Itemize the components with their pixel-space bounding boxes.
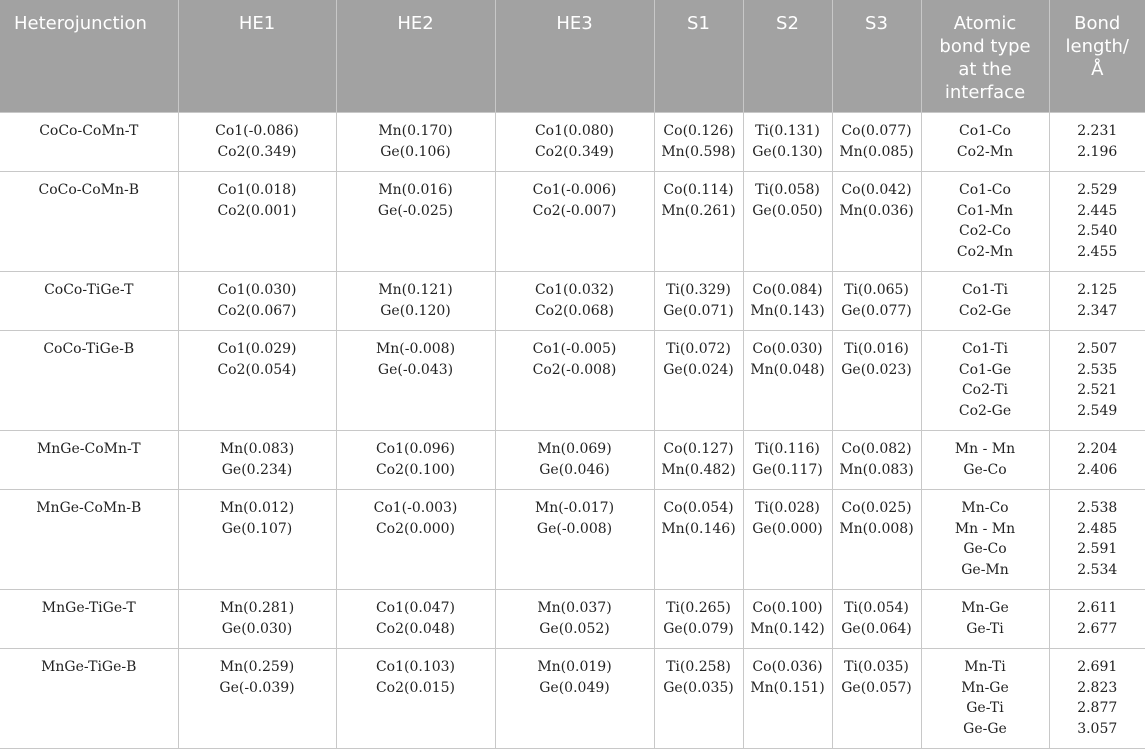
cell-value: Mn-Ti [964, 659, 1006, 675]
cell-value: Ge(0.117) [752, 461, 823, 478]
cell-value: Ge(0.035) [663, 679, 734, 696]
col-header-bond-length [1049, 0, 1145, 113]
header-text-line: HE3 [556, 13, 593, 34]
cell-value: Ge(-0.043) [377, 361, 454, 378]
cell-value: 3.057 [1077, 720, 1118, 737]
cell-value: Ge-Co [963, 541, 1007, 557]
cell-value: Co2-Mn [956, 143, 1014, 160]
cell-value: Co2(0.001) [217, 202, 297, 219]
header-text-line: S2 [776, 13, 799, 34]
cell-value: Mn(0.170) [378, 123, 453, 139]
cell-value: Co1(0.047) [375, 600, 456, 616]
heterojunction-cell [0, 590, 178, 649]
s2-cell [743, 431, 832, 490]
cell-value: 2.445 [1077, 202, 1118, 219]
header-text-line: S1 [687, 13, 710, 34]
cell-value: Ge(-0.039) [219, 679, 295, 696]
s3-cell [832, 272, 921, 331]
cell-value: Mn(0.482) [661, 461, 736, 478]
cell-value: 2.521 [1077, 382, 1118, 398]
he2-cell [336, 490, 495, 590]
he1-cell [178, 172, 336, 272]
cell-value: 2.231 [1077, 123, 1118, 139]
cell-value: Ge(0.071) [663, 302, 734, 319]
s2-cell [743, 113, 832, 172]
cell-value: Mn(0.037) [537, 600, 612, 616]
cell-value: Co(0.025) [841, 500, 912, 516]
cell-value: Co1(0.103) [375, 659, 456, 675]
cell-value: Ge(0.050) [752, 202, 823, 219]
cell-value: Mn-Ge [961, 679, 1009, 696]
s3-cell [832, 172, 921, 272]
s2-cell [743, 490, 832, 590]
cell-value: Ge(-0.025) [377, 202, 454, 219]
cell-value: 2.823 [1077, 679, 1118, 696]
cell-value: 2.507 [1077, 341, 1118, 357]
cell-value: Mn(0.142) [750, 620, 825, 637]
he2-cell [336, 272, 495, 331]
cell-value: Ti(0.131) [755, 123, 820, 139]
cell-value: Co2-Ge [958, 302, 1012, 319]
cell-value: Mn(0.012) [219, 500, 295, 516]
s1-cell [654, 272, 743, 331]
cell-value: Mn(0.083) [839, 461, 914, 478]
cell-value: Ge(0.023) [841, 361, 912, 378]
bond-length-cell [1049, 649, 1145, 749]
cell-value: 2.125 [1077, 282, 1118, 298]
cell-value: Co(0.100) [752, 600, 823, 616]
cell-value: Co1(0.080) [534, 123, 615, 139]
cell-value: Co(0.077) [841, 123, 912, 139]
cell-value: Ti(0.116) [755, 441, 820, 457]
col-header-he2 [336, 0, 495, 113]
cell-value: Co1(0.029) [217, 341, 297, 357]
cell-value: Ti(0.054) [844, 600, 909, 616]
bond-length-cell [1049, 172, 1145, 272]
cell-value: 2.204 [1077, 441, 1118, 457]
cell-value: Ge(0.130) [752, 143, 823, 160]
table-row [0, 490, 1145, 590]
header-text-line: S3 [865, 13, 888, 34]
heterojunction-name: CoCo-TiGe-T [44, 282, 134, 298]
col-header-he1 [178, 0, 336, 113]
s1-cell [654, 172, 743, 272]
cell-value: Co(0.054) [663, 500, 734, 516]
he2-cell [336, 431, 495, 490]
he3-cell [495, 172, 654, 272]
heterojunction-name: MnGe-TiGe-B [41, 659, 137, 675]
col-header-s3 [832, 0, 921, 113]
cell-value: Co2(0.068) [534, 302, 615, 319]
cell-value: Ge(0.046) [539, 461, 610, 478]
cell-value: Ti(0.065) [844, 282, 909, 298]
cell-value: Co2(0.100) [375, 461, 456, 478]
he2-cell [336, 649, 495, 749]
he2-cell [336, 113, 495, 172]
table-row [0, 172, 1145, 272]
cell-value: Co1(-0.006) [532, 182, 617, 198]
cell-value: Ti(0.265) [666, 600, 731, 616]
cell-value: Ti(0.329) [666, 282, 731, 298]
cell-value: Ti(0.028) [755, 500, 820, 516]
cell-value: Mn - Mn [954, 520, 1016, 537]
s3-cell [832, 590, 921, 649]
cell-value: 2.455 [1077, 243, 1118, 260]
col-header-s2 [743, 0, 832, 113]
cell-value: Ge(0.049) [539, 679, 610, 696]
cell-value: Co1(0.032) [534, 282, 615, 298]
cell-value: Mn(0.048) [750, 361, 825, 378]
cell-value: 2.529 [1077, 182, 1118, 198]
s3-cell [832, 331, 921, 431]
cell-value: Mn(0.121) [378, 282, 453, 298]
col-header-heterojunction [0, 0, 178, 113]
col-header-s1 [654, 0, 743, 113]
cell-value: 2.591 [1077, 541, 1118, 557]
bond-type-cell [921, 272, 1049, 331]
cell-value: Mn(0.008) [839, 520, 914, 537]
cell-value: Co(0.114) [663, 182, 734, 198]
heterojunction-cell [0, 490, 178, 590]
cell-value: Co1-Co [959, 123, 1011, 139]
heterojunction-cell [0, 113, 178, 172]
header-row [0, 0, 1145, 113]
header-text-line: at the [958, 59, 1012, 80]
cell-value: 2.691 [1077, 659, 1118, 675]
heterojunction-cell [0, 649, 178, 749]
cell-value: Ge-Ge [963, 720, 1007, 737]
cell-value: Co(0.030) [752, 341, 823, 357]
cell-value: Ge(-0.008) [536, 520, 613, 537]
cell-value: Mn-Ge [961, 600, 1009, 616]
heterojunction-name: CoCo-CoMn-T [39, 123, 139, 139]
header-text-line: bond type [939, 36, 1031, 57]
cell-value: 2.347 [1077, 302, 1118, 319]
cell-value: Co2(0.000) [375, 520, 456, 537]
cell-value: Mn(0.143) [750, 302, 825, 319]
table-row [0, 331, 1145, 431]
s2-cell [743, 649, 832, 749]
cell-value: Ge-Mn [961, 561, 1009, 578]
heterojunction-name: CoCo-TiGe-B [43, 341, 135, 357]
cell-value: Co2(0.349) [217, 143, 297, 160]
bond-length-cell [1049, 272, 1145, 331]
he2-cell [336, 172, 495, 272]
bond-length-cell [1049, 490, 1145, 590]
table-row [0, 431, 1145, 490]
cell-value: Co(0.127) [663, 441, 734, 457]
cell-value: Mn(0.261) [661, 202, 736, 219]
bond-length-cell [1049, 590, 1145, 649]
cell-value: Ge(0.000) [752, 520, 823, 537]
cell-value: 2.534 [1077, 561, 1118, 578]
cell-value: Co(0.082) [841, 441, 912, 457]
s1-cell [654, 590, 743, 649]
cell-value: Co2(0.349) [534, 143, 615, 160]
cell-value: Ti(0.072) [666, 341, 731, 357]
col-header-bond-type [921, 0, 1049, 113]
cell-value: Mn(0.085) [839, 143, 914, 160]
cell-value: Ge(0.079) [663, 620, 734, 637]
cell-value: 2.485 [1077, 520, 1118, 537]
s2-cell [743, 331, 832, 431]
cell-value: Co2(-0.008) [532, 361, 617, 378]
bond-type-cell [921, 331, 1049, 431]
cell-value: Ge(0.030) [221, 620, 293, 637]
cell-value: Ge(0.234) [221, 461, 293, 478]
cell-value: Co2-Mn [956, 243, 1014, 260]
cell-value: Co1(0.096) [375, 441, 456, 457]
cell-value: Ge-Ti [966, 700, 1004, 716]
cell-value: Ti(0.035) [844, 659, 909, 675]
s3-cell [832, 113, 921, 172]
cell-value: Mn(-0.017) [534, 500, 615, 516]
cell-value: Co1-Co [959, 182, 1011, 198]
cell-value: Mn-Co [961, 500, 1009, 516]
he3-cell [495, 590, 654, 649]
s2-cell [743, 172, 832, 272]
header-text-line: HE2 [397, 13, 434, 34]
he2-cell [336, 590, 495, 649]
cell-value: Ti(0.058) [755, 182, 820, 198]
cell-value: Co1-Ti [961, 282, 1009, 298]
cell-value: Co2-Ge [958, 402, 1012, 419]
cell-value: Ge(0.107) [221, 520, 293, 537]
cell-value: Co1(-0.003) [373, 500, 458, 516]
he3-cell [495, 272, 654, 331]
cell-value: Co(0.042) [841, 182, 912, 198]
cell-value: Co2-Co [959, 223, 1011, 239]
cell-value: Mn(0.083) [219, 441, 295, 457]
header-text-line: interface [944, 82, 1026, 103]
s2-cell [743, 590, 832, 649]
cell-value: Co1-Mn [956, 202, 1014, 219]
cell-value: 2.611 [1077, 600, 1118, 616]
cell-value: Ge(0.057) [841, 679, 912, 696]
s3-cell [832, 649, 921, 749]
he1-cell [178, 490, 336, 590]
cell-value: Co1(-0.005) [532, 341, 617, 357]
header-text-line: Atomic [953, 13, 1017, 34]
cell-value: Ge(0.024) [663, 361, 734, 378]
bond-type-cell [921, 490, 1049, 590]
heterojunction-name: MnGe-CoMn-B [36, 500, 142, 516]
bond-type-cell [921, 172, 1049, 272]
col-header-he3 [495, 0, 654, 113]
cell-value: Mn(0.598) [661, 143, 736, 160]
s1-cell [654, 331, 743, 431]
cell-value: Co1(-0.086) [215, 123, 299, 139]
cell-value: Co2(0.048) [375, 620, 456, 637]
cell-value: Ge(0.077) [841, 302, 912, 319]
table-body [0, 113, 1145, 749]
header-text-line: Å [1091, 59, 1104, 80]
he1-cell [178, 590, 336, 649]
cell-value: Co2(0.015) [375, 679, 456, 696]
cell-value: Co1(0.018) [217, 182, 297, 198]
cell-value: Mn(0.281) [219, 600, 295, 616]
cell-value: 2.549 [1077, 402, 1118, 419]
cell-value: Co(0.126) [663, 123, 734, 139]
he1-cell [178, 649, 336, 749]
s1-cell [654, 113, 743, 172]
header-text-line: Bond [1074, 13, 1121, 34]
bond-type-cell [921, 113, 1049, 172]
cell-value: Ge(0.052) [539, 620, 610, 637]
cell-value: Co1-Ti [961, 341, 1009, 357]
heterojunction-name: CoCo-CoMn-B [38, 182, 140, 198]
he3-cell [495, 490, 654, 590]
header-text-line: HE1 [238, 13, 276, 34]
cell-value: Ge(0.120) [380, 302, 451, 319]
cell-value: 2.538 [1077, 500, 1118, 516]
cell-value: Co1-Ge [958, 361, 1012, 378]
bond-type-cell [921, 590, 1049, 649]
bond-length-cell [1049, 331, 1145, 431]
cell-value: Mn(0.069) [537, 441, 612, 457]
heterojunction-cell [0, 272, 178, 331]
table-row [0, 649, 1145, 749]
cell-value: Mn(0.019) [537, 659, 612, 675]
cell-value: Co2(-0.007) [532, 202, 617, 219]
table-row [0, 590, 1145, 649]
he2-cell [336, 331, 495, 431]
cell-value: 2.196 [1077, 143, 1118, 160]
heterojunction-name: MnGe-TiGe-T [41, 600, 136, 616]
cell-value: Ti(0.016) [844, 341, 909, 357]
cell-value: Co(0.036) [752, 659, 823, 675]
table-row [0, 272, 1145, 331]
cell-value: 2.877 [1077, 700, 1118, 716]
table-row [0, 113, 1145, 172]
cell-value: Co1(0.030) [217, 282, 297, 298]
heterojunction-cell [0, 331, 178, 431]
he1-cell [178, 272, 336, 331]
he1-cell [178, 331, 336, 431]
he3-cell [495, 649, 654, 749]
bond-type-cell [921, 649, 1049, 749]
he3-cell [495, 113, 654, 172]
cell-value: Mn(0.151) [750, 679, 825, 696]
cell-value: Ti(0.258) [666, 659, 731, 675]
cell-value: Co2(0.067) [217, 302, 297, 319]
cell-value: Co2-Ti [961, 382, 1009, 398]
bond-length-cell [1049, 431, 1145, 490]
he3-cell [495, 431, 654, 490]
heterojunction-cell [0, 172, 178, 272]
cell-value: Mn(0.016) [378, 182, 453, 198]
cell-value: Mn(-0.008) [375, 341, 456, 357]
heterojunction-name: MnGe-CoMn-T [36, 441, 141, 457]
header-text-line: Heterojunction [14, 13, 147, 34]
bond-length-cell [1049, 113, 1145, 172]
cell-value: Mn - Mn [954, 441, 1016, 457]
cell-value: 2.540 [1077, 223, 1118, 239]
s1-cell [654, 431, 743, 490]
cell-value: Mn(0.259) [219, 659, 295, 675]
bond-type-cell [921, 431, 1049, 490]
cell-value: Mn(0.146) [661, 520, 736, 537]
he1-cell [178, 113, 336, 172]
s3-cell [832, 431, 921, 490]
cell-value: Ge(0.064) [841, 620, 912, 637]
s1-cell [654, 649, 743, 749]
cell-value: 2.677 [1077, 620, 1118, 637]
he3-cell [495, 331, 654, 431]
cell-value: Ge(0.106) [380, 143, 451, 160]
cell-value: Co(0.084) [752, 282, 823, 298]
s1-cell [654, 490, 743, 590]
heterojunction-cell [0, 431, 178, 490]
he1-cell [178, 431, 336, 490]
cell-value: Ge-Ti [966, 620, 1004, 637]
header-text-line: length/ [1065, 36, 1129, 57]
cell-value: Co2(0.054) [217, 361, 297, 378]
cell-value: Mn(0.036) [839, 202, 914, 219]
cell-value: Ge-Co [963, 461, 1007, 478]
cell-value: 2.535 [1077, 361, 1118, 378]
cell-value: 2.406 [1077, 461, 1118, 478]
s2-cell [743, 272, 832, 331]
s3-cell [832, 490, 921, 590]
